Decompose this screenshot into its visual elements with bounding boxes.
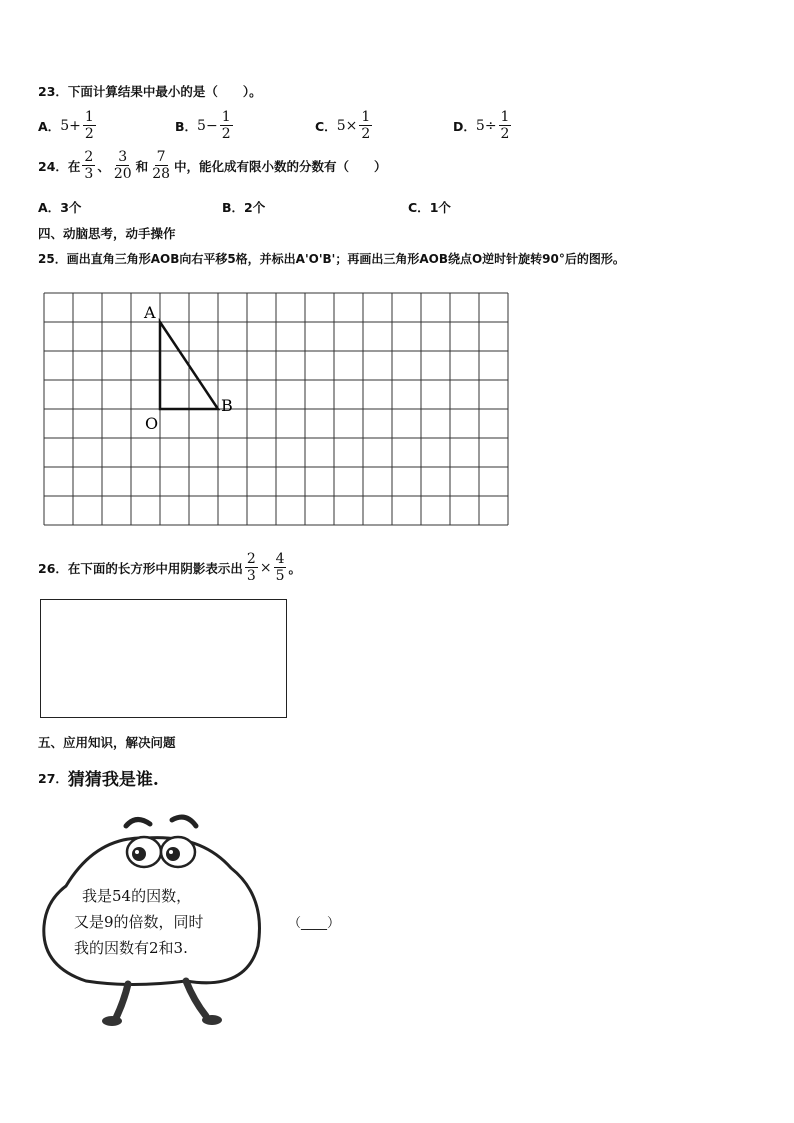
q24-option-c[interactable] xyxy=(408,198,451,216)
whole-number: 5 xyxy=(475,117,485,134)
question-27-heading xyxy=(38,765,159,790)
fraction-4-5: $\frac{4}{5}$ xyxy=(275,551,285,584)
question-24-text xyxy=(38,150,387,181)
fraction: $\frac{1}{2}$ xyxy=(84,109,94,142)
section-5-heading: 五、应用知识，解决问题 xyxy=(38,735,176,750)
q26-prefix: 26．在下面的长方形中用阴影表示出 xyxy=(38,560,243,576)
label-a: A xyxy=(144,303,156,322)
answer-blank[interactable]: （____） xyxy=(288,916,341,931)
question-26-text xyxy=(38,552,301,583)
whole-number: 5 xyxy=(60,117,70,134)
q24-option-a[interactable] xyxy=(38,198,81,216)
q26-suffix: 。 xyxy=(288,560,301,576)
q24-sep: 、 xyxy=(97,158,110,174)
fraction: $\frac{1}{2}$ xyxy=(221,109,231,142)
fraction: $\frac{1}{2}$ xyxy=(500,109,510,142)
riddle-line-1: 我是54的因数， xyxy=(82,887,192,905)
operator: ÷ xyxy=(484,117,497,134)
option-letter: D． xyxy=(453,118,476,134)
option-b[interactable] xyxy=(175,110,235,141)
operator: − xyxy=(205,117,218,134)
foot-right-icon xyxy=(202,1015,222,1025)
option-d[interactable] xyxy=(453,110,513,141)
option-a[interactable] xyxy=(38,110,98,141)
option-letter: C． xyxy=(408,200,430,215)
q24-option-b[interactable] xyxy=(222,198,265,216)
q27-number: 27． xyxy=(38,770,68,786)
grid-figure[interactable] xyxy=(42,291,510,526)
option-letter: B． xyxy=(175,118,198,134)
foot-left-icon xyxy=(102,1016,122,1026)
multiply-sign: × xyxy=(259,559,272,576)
option-letter: B． xyxy=(222,200,245,215)
label-o: O xyxy=(145,414,159,433)
eyebrow-left-icon xyxy=(126,819,150,826)
whole-number: 5 xyxy=(336,117,346,134)
leg-left-icon xyxy=(116,984,128,1018)
fraction-2-3: $\frac{2}{3}$ xyxy=(84,149,94,182)
section-4-heading: 四、动脑思考，动手操作 xyxy=(38,226,176,241)
pupil-left-icon xyxy=(132,847,146,861)
question-25-text: 25．画出直角三角形AOB向右平移5格，并标出A'O'B'；再画出三角形AOB绕点O逆时针旋转90°后的图形。 xyxy=(38,252,625,266)
fraction-2-3: $\frac{2}{3}$ xyxy=(246,551,256,584)
operator: × xyxy=(345,117,358,134)
option-letter: A． xyxy=(38,200,61,215)
question-23-text: 23．下面计算结果中最小的是（ ）。 xyxy=(38,84,262,99)
option-c[interactable] xyxy=(315,110,374,141)
q24-suffix: 中，能化成有限小数的分数有（ ） xyxy=(174,158,387,174)
question-23-options xyxy=(38,110,598,148)
shading-rectangle[interactable] xyxy=(40,599,287,718)
label-b: B xyxy=(221,396,233,415)
option-text: 2个 xyxy=(244,200,266,215)
eyebrow-right-icon xyxy=(172,817,196,826)
option-text: 1个 xyxy=(429,200,451,215)
fraction-7-28: $\frac{7}{28}$ xyxy=(152,149,171,182)
option-letter: A． xyxy=(38,118,61,134)
operator: + xyxy=(69,117,81,134)
riddle-line-3: 我的因数有2和3. xyxy=(74,939,188,957)
grid-lines xyxy=(44,293,508,525)
whole-number: 5 xyxy=(197,117,206,134)
q24-prefix: 24．在 xyxy=(38,158,81,174)
option-text: 3个 xyxy=(60,200,82,215)
q27-title: 猜猜我是谁. xyxy=(67,770,159,790)
pupil-right-icon xyxy=(166,847,180,861)
fraction: $\frac{1}{2}$ xyxy=(361,109,371,142)
riddle-line-2: 又是9的倍数，同时 xyxy=(74,913,204,931)
q24-sep: 和 xyxy=(135,158,149,174)
leg-right-icon xyxy=(186,981,206,1016)
fraction-3-20: $\frac{3}{20}$ xyxy=(113,149,132,182)
option-letter: C． xyxy=(315,118,337,134)
